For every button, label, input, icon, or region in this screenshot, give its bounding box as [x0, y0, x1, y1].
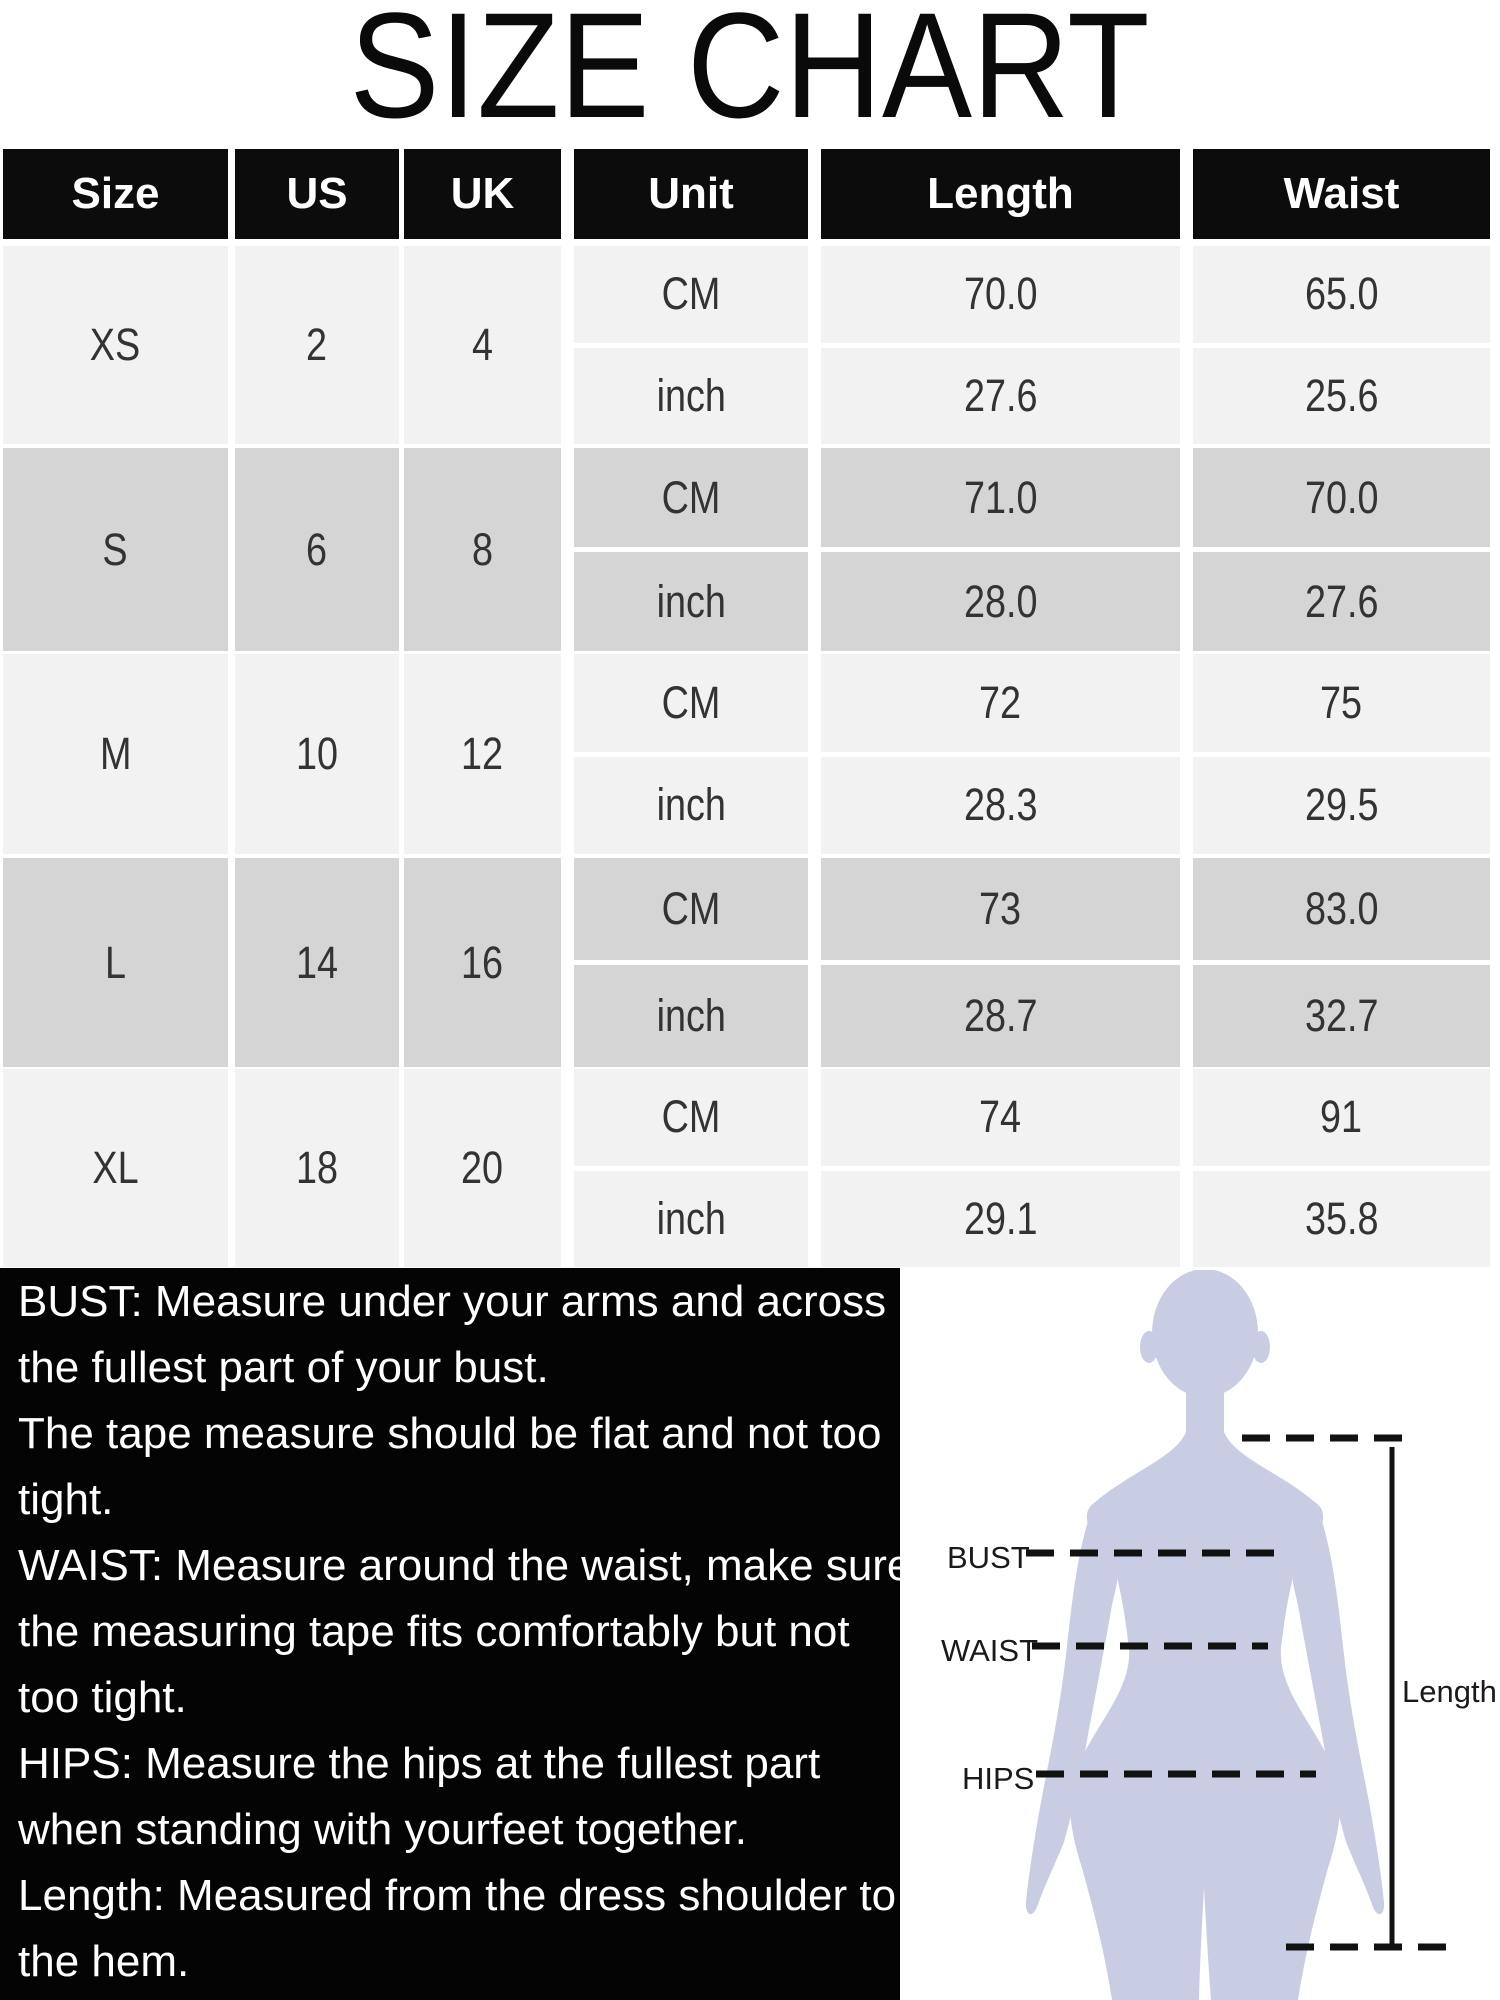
- waist-inch-cell: 35.8: [1193, 1171, 1490, 1268]
- size-cell: XL: [3, 1069, 228, 1267]
- length-cell: [821, 448, 1180, 651]
- waist-cell: [1193, 246, 1490, 444]
- size-cell: S: [3, 448, 228, 651]
- instruction-line: WAIST: Measure around the waist, make sure: [18, 1541, 912, 1590]
- length-cm-cell: 73: [821, 858, 1180, 960]
- column-header-size: Size: [3, 149, 228, 239]
- unit-inch-cell: inch: [574, 1171, 808, 1268]
- body-silhouette-diagram: [900, 1270, 1500, 2000]
- unit-cm-cell: CM: [574, 246, 808, 343]
- us-cell: 18: [235, 1069, 399, 1267]
- waist-inch-cell: 27.6: [1193, 552, 1490, 651]
- column-header-unit: Unit: [574, 149, 808, 239]
- unit-cm-cell: CM: [574, 654, 808, 752]
- waist-cm-cell: 83.0: [1193, 858, 1490, 960]
- table-row-xs: [0, 246, 1500, 444]
- waist-inch-cell: 25.6: [1193, 348, 1490, 445]
- length-cell: [821, 858, 1180, 1067]
- instructions-panel: [0, 1268, 912, 2000]
- unit-cell: [574, 448, 808, 651]
- column-header-us: US: [235, 149, 399, 239]
- measurement-figure: [900, 1270, 1500, 2000]
- waist-cell: [1193, 858, 1490, 1067]
- waist-label: WAIST: [941, 1633, 1039, 1668]
- instruction-line: too tight.: [18, 1673, 187, 1722]
- page-title: [0, 0, 1500, 149]
- instruction-line: the measuring tape fits comfortably but not: [18, 1607, 850, 1656]
- waist-cm-cell: 75: [1193, 654, 1490, 752]
- instruction-line: the fullest part of your bust.: [18, 1343, 549, 1392]
- table-header-row: [0, 149, 1500, 239]
- uk-cell: 20: [404, 1069, 561, 1267]
- unit-cell: [574, 246, 808, 444]
- length-inch-cell: 28.7: [821, 965, 1180, 1067]
- column-header-length: Length: [821, 149, 1180, 239]
- length-inch-cell: 29.1: [821, 1171, 1180, 1268]
- waist-cell: [1193, 654, 1490, 854]
- table-row-m: [0, 654, 1500, 854]
- table-row-l: [0, 858, 1500, 1067]
- length-cm-cell: 74: [821, 1069, 1180, 1166]
- size-cell: M: [3, 654, 228, 854]
- instruction-line: the hem.: [18, 1937, 190, 1986]
- length-cm-cell: 71.0: [821, 448, 1180, 547]
- length-label: Length: [1402, 1674, 1497, 1709]
- unit-cm-cell: CM: [574, 858, 808, 960]
- instruction-line: HIPS: Measure the hips at the fullest part: [18, 1739, 821, 1788]
- unit-cm-cell: CM: [574, 1069, 808, 1166]
- us-cell: 14: [235, 858, 399, 1067]
- uk-cell: 8: [404, 448, 561, 651]
- waist-cm-cell: 70.0: [1193, 448, 1490, 547]
- unit-cell: [574, 858, 808, 1067]
- bust-label: BUST: [947, 1540, 1030, 1575]
- waist-inch-cell: 32.7: [1193, 965, 1490, 1067]
- waist-inch-cell: 29.5: [1193, 757, 1490, 855]
- waist-cell: [1193, 448, 1490, 651]
- waist-cm-cell: 65.0: [1193, 246, 1490, 343]
- instruction-line: BUST: Measure under your arms and across: [18, 1277, 887, 1326]
- length-cell: [821, 246, 1180, 444]
- us-cell: 2: [235, 246, 399, 444]
- length-cell: [821, 1069, 1180, 1267]
- us-cell: 6: [235, 448, 399, 651]
- instruction-line: when standing with yourfeet together.: [18, 1805, 747, 1854]
- instruction-line: tight.: [18, 1475, 114, 1524]
- length-inch-cell: 28.0: [821, 552, 1180, 651]
- length-inch-cell: 28.3: [821, 757, 1180, 855]
- column-header-waist: Waist: [1193, 149, 1490, 239]
- table-row-xl: [0, 1069, 1500, 1267]
- uk-cell: 16: [404, 858, 561, 1067]
- column-header-uk: UK: [404, 149, 561, 239]
- length-cm-cell: 70.0: [821, 246, 1180, 343]
- unit-inch-cell: inch: [574, 965, 808, 1067]
- waist-cm-cell: 91: [1193, 1069, 1490, 1166]
- unit-inch-cell: inch: [574, 757, 808, 855]
- size-cell: XS: [3, 246, 228, 444]
- length-cm-cell: 72: [821, 654, 1180, 752]
- length-inch-cell: 27.6: [821, 348, 1180, 445]
- uk-cell: 4: [404, 246, 561, 444]
- uk-cell: 12: [404, 654, 561, 854]
- page-title-text: SIZE CHART: [349, 0, 1151, 149]
- unit-cell: [574, 1069, 808, 1267]
- size-table: [0, 149, 1500, 1267]
- unit-cm-cell: CM: [574, 448, 808, 547]
- size-cell: L: [3, 858, 228, 1067]
- table-row-s: [0, 448, 1500, 651]
- hips-label: HIPS: [962, 1761, 1035, 1796]
- instruction-line: Length: Measured from the dress shoulder to: [18, 1871, 897, 1920]
- waist-cell: [1193, 1069, 1490, 1267]
- us-cell: 10: [235, 654, 399, 854]
- unit-cell: [574, 654, 808, 854]
- instruction-line: The tape measure should be flat and not too: [18, 1409, 882, 1458]
- unit-inch-cell: inch: [574, 348, 808, 445]
- unit-inch-cell: inch: [574, 552, 808, 651]
- female-silhouette-icon: [1026, 1270, 1384, 2000]
- length-cell: [821, 654, 1180, 854]
